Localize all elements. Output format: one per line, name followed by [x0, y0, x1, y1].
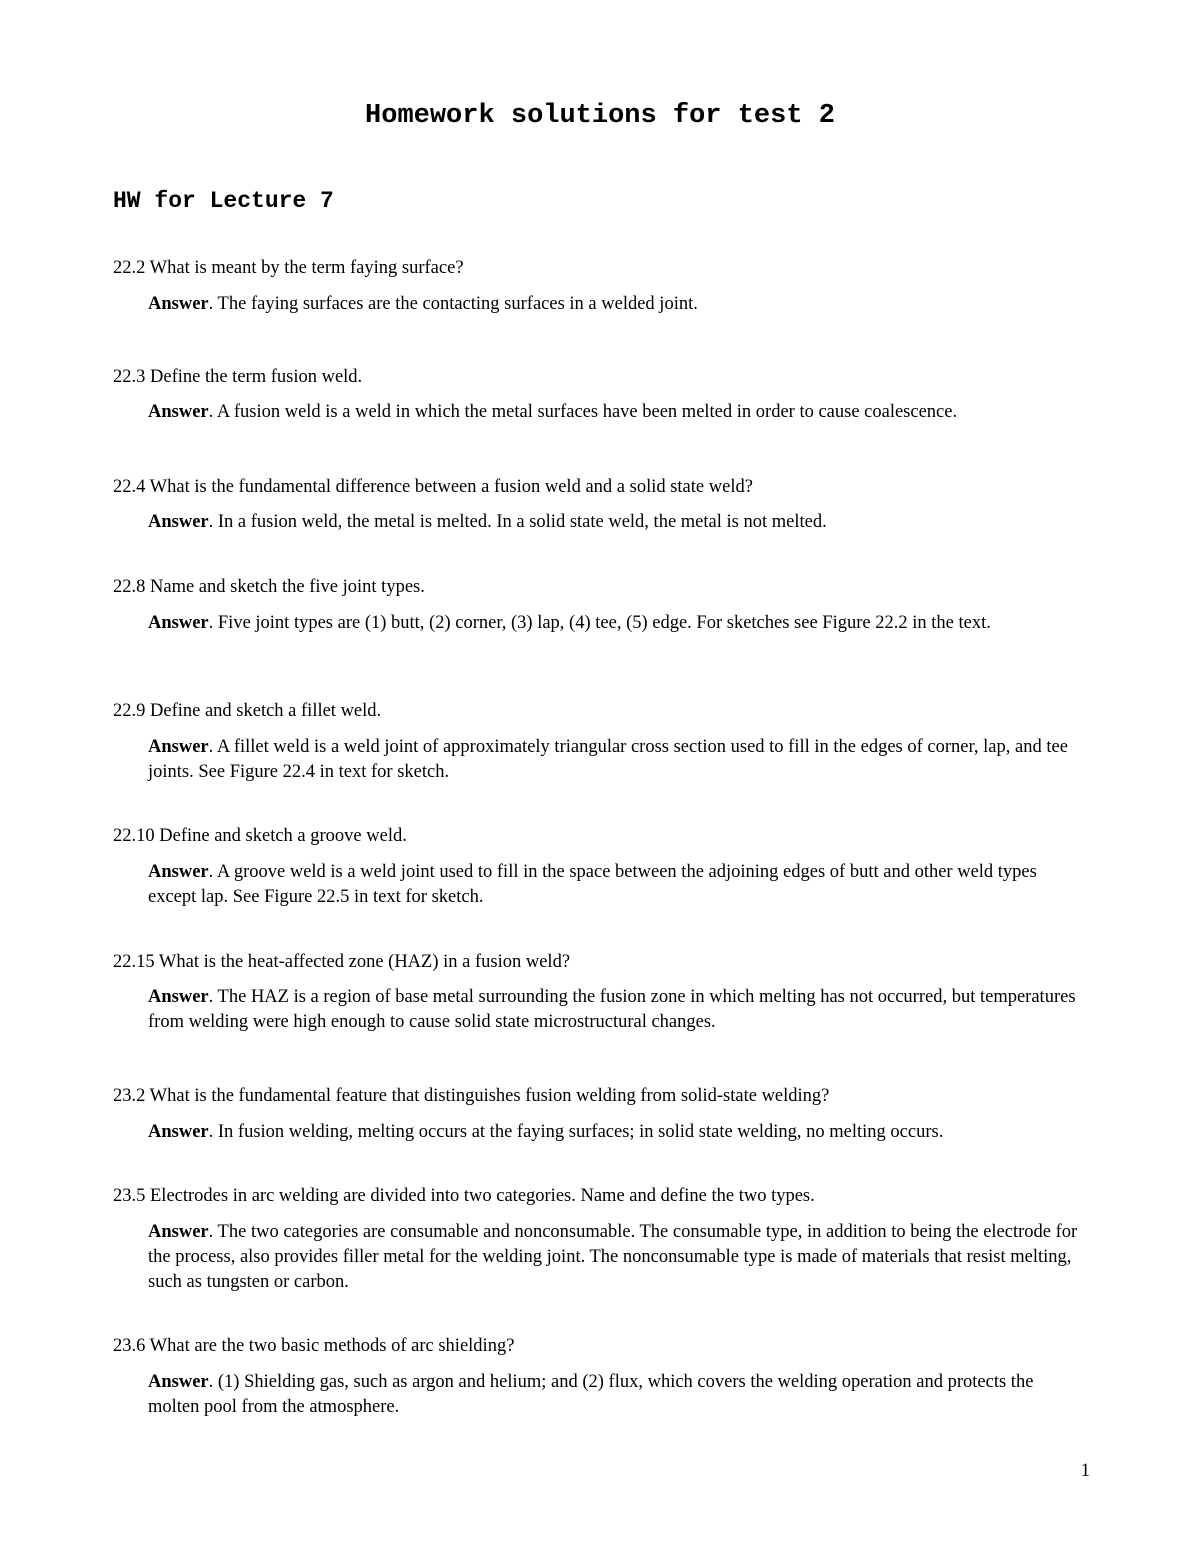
answer-label: Answer [148, 613, 209, 633]
question-22-15: 22.15 What is the heat-affected zone (HAZ) in a fusion weld? [113, 952, 571, 972]
answer-label: Answer [148, 987, 209, 1007]
answer-label: Answer [148, 512, 209, 532]
answer-22-3 [148, 400, 1083, 425]
answer-label: Answer [148, 862, 209, 882]
answer-text: . (1) Shielding gas, such as argon and helium; and (2) flux, which covers the welding operation and protects the molten pool from the atmosphere. [148, 1372, 1034, 1417]
question-22-10: 22.10 Define and sketch a groove weld. [113, 826, 407, 846]
answer-text: . Five joint types are (1) butt, (2) corner, (3) lap, (4) tee, (5) edge. For sketches see Figure 22.2 in the text. [208, 613, 991, 633]
answer-text: . A fusion weld is a weld in which the metal surfaces have been melted in order to cause coalescence. [208, 402, 958, 422]
question-23-5: 23.5 Electrodes in arc welding are divided into two categories. Name and define the two types. [113, 1186, 815, 1206]
answer-23-2 [148, 1120, 1083, 1145]
question-23-6: 23.6 What are the two basic methods of arc shielding? [113, 1336, 515, 1356]
section-heading: HW for Lecture 7 [113, 188, 334, 214]
answer-label: Answer [148, 1222, 209, 1242]
answer-label: Answer [148, 402, 209, 422]
question-22-3: 22.3 Define the term fusion weld. [113, 367, 363, 387]
answer-22-15 [148, 985, 1083, 1035]
answer-22-8 [148, 611, 1083, 636]
answer-text: . The HAZ is a region of base metal surrounding the fusion zone in which melting has not occurred, but temperatures from welding were high enough to cause solid state microstructural changes. [148, 987, 1076, 1032]
question-22-8: 22.8 Name and sketch the five joint types. [113, 577, 425, 597]
answer-22-4 [148, 510, 1083, 535]
answer-text: . A groove weld is a weld joint used to fill in the space between the adjoining edges of butt and other weld types except lap. See Figure 22.5 in text for sketch. [148, 862, 1037, 907]
answer-text: . The two categories are consumable and nonconsumable. The consumable type, in addition to being the electrode for the process, also provides filler metal for the welding joint. The nonconsumable type is made of materials that resist melting, such as tungsten or carbon. [148, 1222, 1078, 1292]
answer-label: Answer [148, 737, 209, 757]
answer-22-2 [148, 292, 1083, 317]
answer-22-9 [148, 735, 1083, 785]
answer-label: Answer [148, 1372, 209, 1392]
answer-text: . A fillet weld is a weld joint of approximately triangular cross section used to fill in the edges of corner, lap, and tee joints. See Figure 22.4 in text for sketch. [148, 737, 1068, 782]
answer-label: Answer [148, 1122, 209, 1142]
question-22-4: 22.4 What is the fundamental difference between a fusion weld and a solid state weld? [113, 477, 753, 497]
question-23-2: 23.2 What is the fundamental feature that distinguishes fusion welding from solid-state welding? [113, 1086, 830, 1106]
answer-text: . In fusion welding, melting occurs at the faying surfaces; in solid state welding, no melting occurs. [208, 1122, 944, 1142]
answer-text: . The faying surfaces are the contacting surfaces in a welded joint. [208, 294, 698, 314]
answer-23-5 [148, 1220, 1083, 1295]
answer-text: . In a fusion weld, the metal is melted. In a solid state weld, the metal is not melted. [208, 512, 827, 532]
page-title: Homework solutions for test 2 [365, 101, 835, 131]
page-number: 1 [1080, 1461, 1090, 1481]
question-22-2: 22.2 What is meant by the term faying surface? [113, 258, 464, 278]
answer-22-10 [148, 860, 1083, 910]
question-22-9: 22.9 Define and sketch a fillet weld. [113, 701, 382, 721]
answer-23-6 [148, 1370, 1083, 1420]
answer-label: Answer [148, 294, 209, 314]
